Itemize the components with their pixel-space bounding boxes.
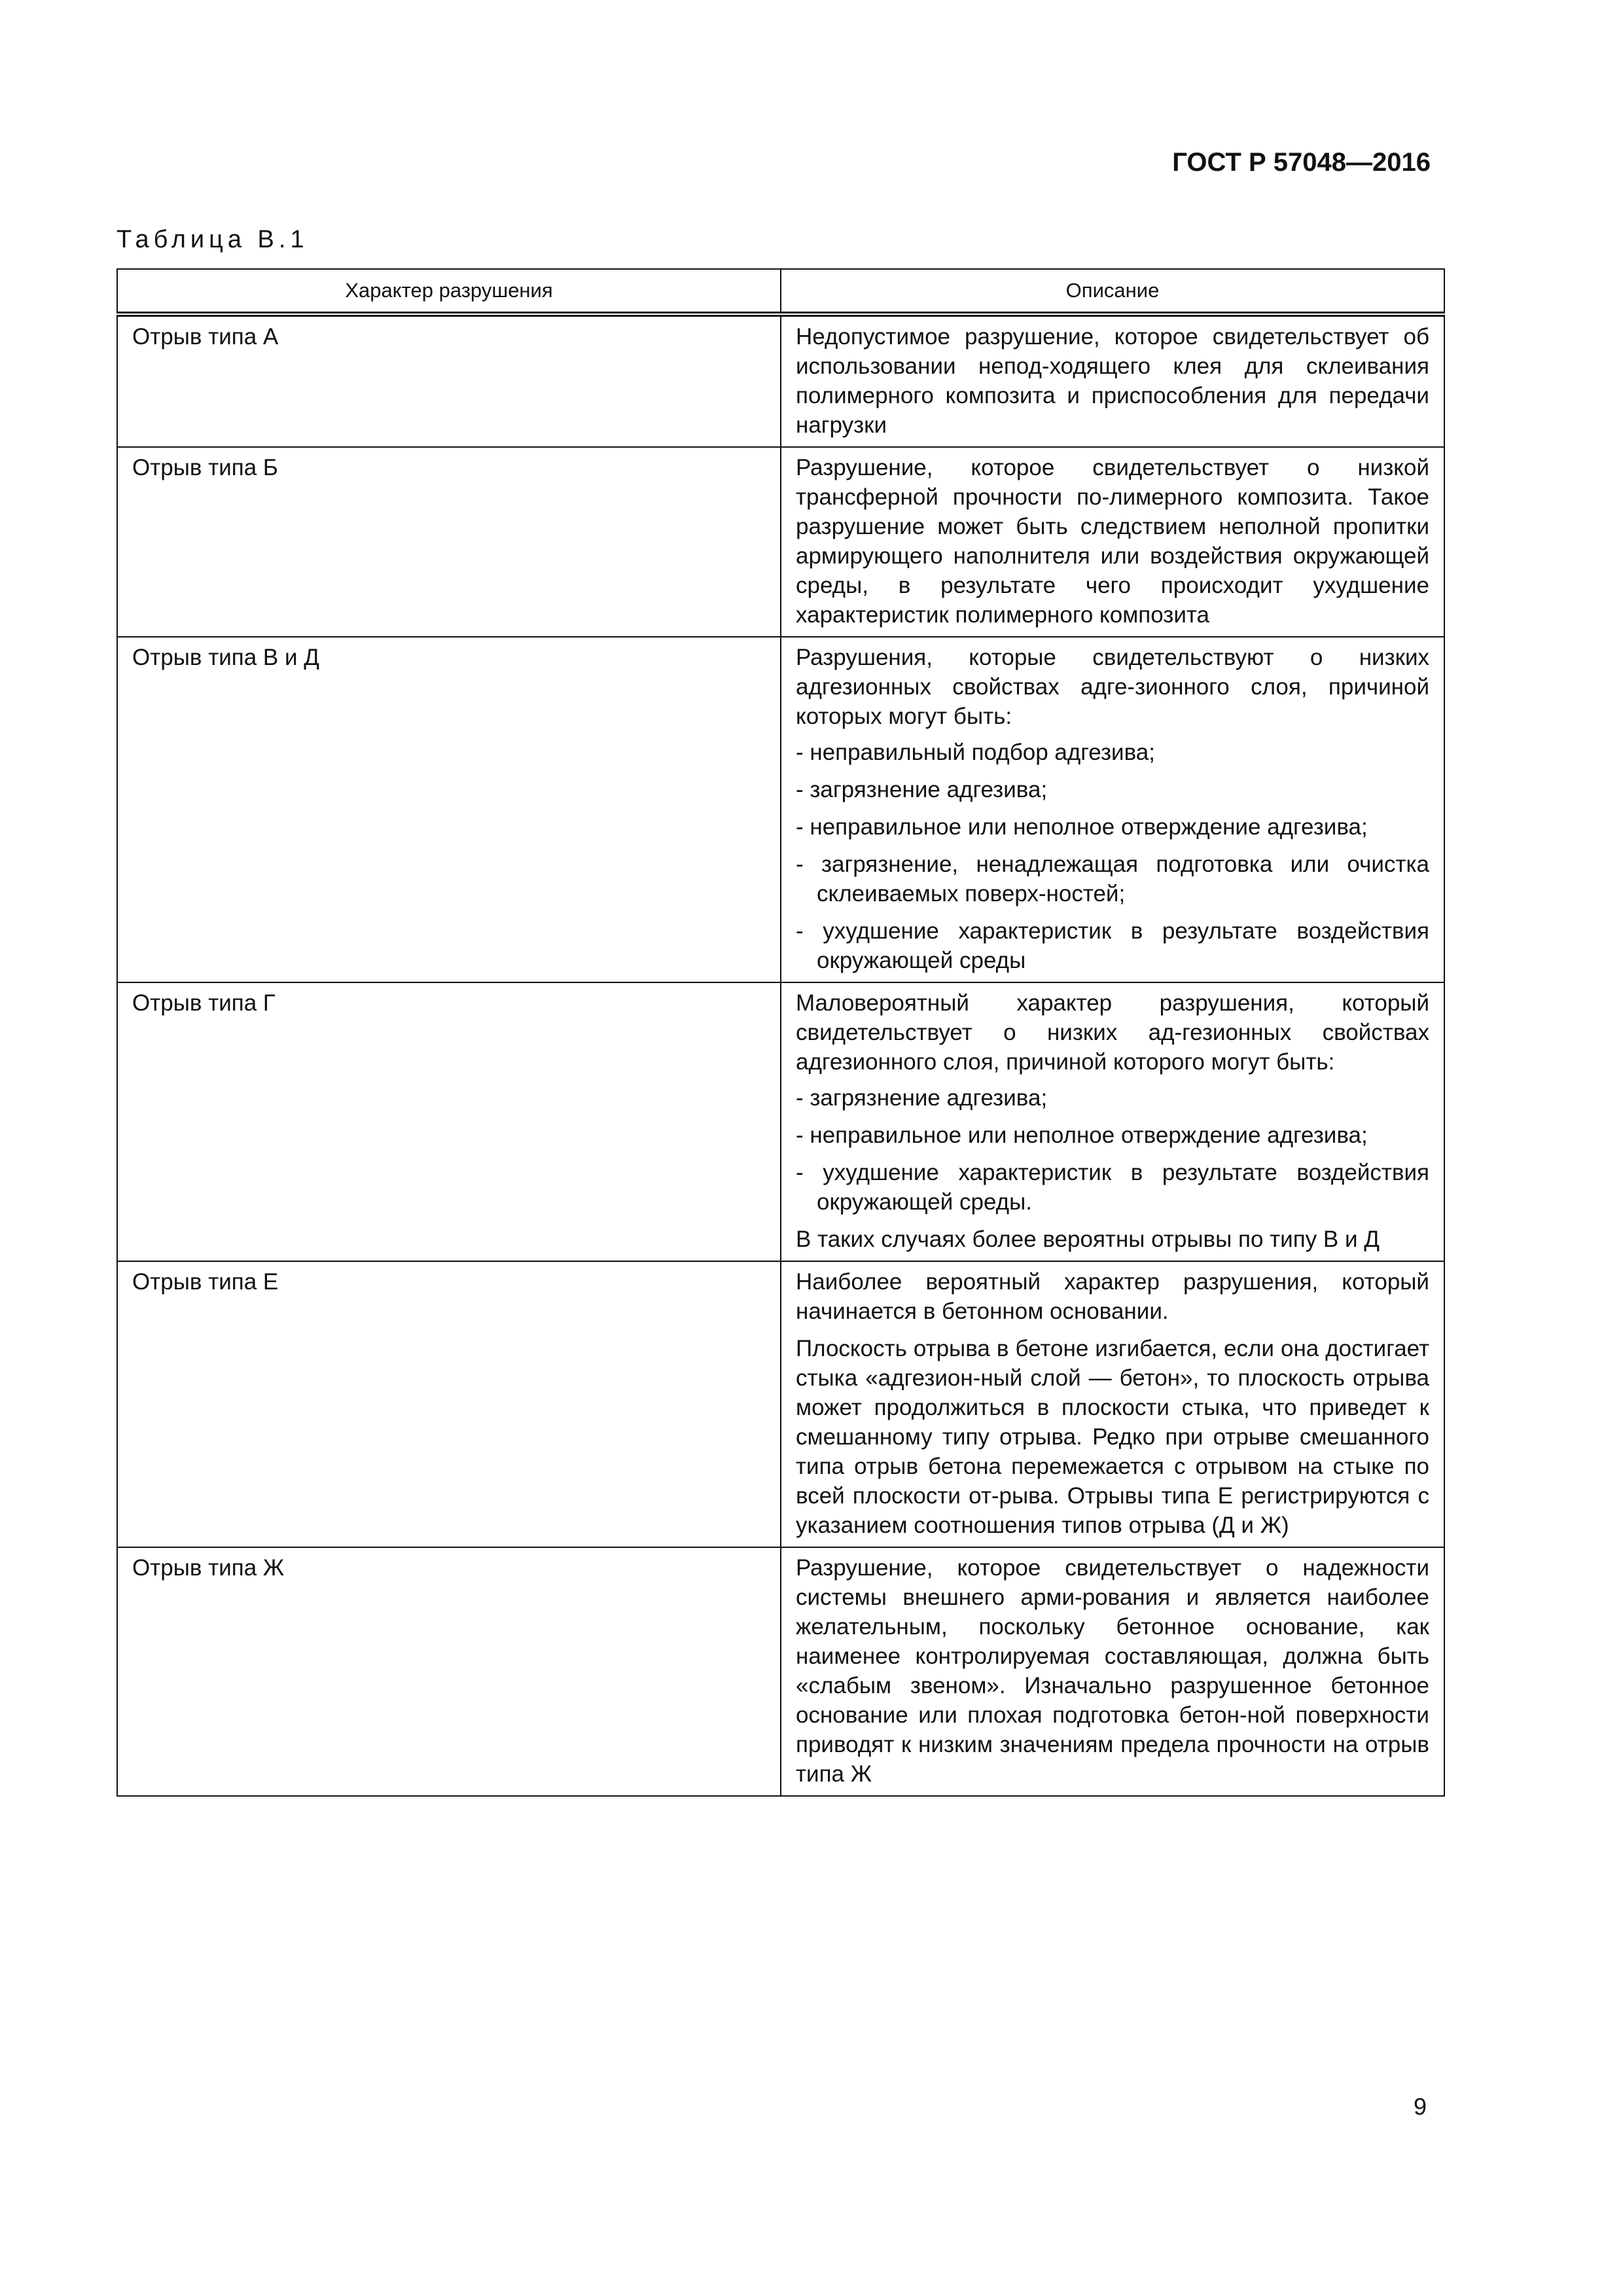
cause-list bbox=[796, 738, 1429, 975]
table-row bbox=[117, 1547, 1444, 1796]
cause-list-item: - загрязнение адгезива; bbox=[796, 777, 1048, 802]
column-header-description: Описание bbox=[781, 269, 1444, 314]
failure-type-cell: Отрыв типа Ж bbox=[117, 1547, 781, 1796]
cause-list-item: - ухудшение характеристик в результате воздействия окружающей среды. bbox=[796, 1160, 1429, 1215]
description-paragraph: Наиболее вероятный характер разрушения, который начинается в бетонном основании. bbox=[796, 1269, 1429, 1324]
table-body bbox=[117, 314, 1444, 1796]
cause-list-item: - неправильное или неполное отверждение адгезива; bbox=[796, 814, 1368, 840]
cause-list-item: - ухудшение характеристик в результате воздействия окружающей среды bbox=[796, 918, 1429, 973]
failure-type-cell: Отрыв типа Б bbox=[117, 447, 781, 637]
description-paragraph: Разрушение, которое свидетельствует о надежности системы внешнего арми-рования и является наиболее желательным, поскольку бетонное основание, как наименее контролируемая составляющая, должна быть «слабым звеном». Изначально разрушенное бетонное основание или плохая подготовка бетон-ной поверхности приводят к низким значениям предела прочности на отрыв типа Ж bbox=[796, 1555, 1429, 1787]
column-header-failure-type: Характер разрушения bbox=[117, 269, 781, 314]
cause-list bbox=[796, 1083, 1429, 1217]
cause-list-item: - загрязнение, ненадлежащая подготовка или очистка склеиваемых поверх-ностей; bbox=[796, 852, 1429, 906]
cause-list-item: - неправильный подбор адгезива; bbox=[796, 740, 1155, 765]
description-cell bbox=[781, 982, 1444, 1261]
description-paragraph: Плоскость отрыва в бетоне изгибается, если она достигает стыка «адгезион-ный слой — бетон», то плоскость отрыва может продолжиться в плоскости стыка, что приведет к смешанному типу отрыва. Редко при отрыве смешанного типа отрыв бетона перемежается с отрывом на стыке по всей плоскости от-рыва. Отрывы типа Е регистрируются с указанием соотношения типов отрыва (Д и Ж) bbox=[796, 1336, 1429, 1538]
description-paragraph: Разрушения, которые свидетельствуют о низких адгезионных свойствах адге-зионного слоя, причиной которых могут быть: bbox=[796, 645, 1429, 729]
table-caption: Таблица В.1 bbox=[116, 226, 309, 253]
description-cell bbox=[781, 447, 1444, 637]
description-note: В таких случаях более вероятны отрывы по типу В и Д bbox=[796, 1227, 1380, 1252]
failure-type-cell: Отрыв типа В и Д bbox=[117, 637, 781, 982]
cause-list-item: - неправильное или неполное отверждение адгезива; bbox=[796, 1122, 1368, 1148]
description-paragraph: Недопустимое разрушение, которое свидетельствует об использовании непод-ходящего клея для склеивания полимерного композита и приспособления для передачи нагрузки bbox=[796, 324, 1429, 438]
failure-type-cell: Отрыв типа Е bbox=[117, 1261, 781, 1547]
description-paragraph: Разрушение, которое свидетельствует о низкой трансферной прочности по-лимерного композита. Такое разрушение может быть следствием неполной пропитки армирующего наполнителя или воздействия окружающей среды, в результате чего происходит ухудшение характеристик полимерного композита bbox=[796, 455, 1429, 628]
description-cell bbox=[781, 1261, 1444, 1547]
description-cell bbox=[781, 314, 1444, 447]
description-paragraph: Маловероятный характер разрушения, который свидетельствует о низких ад-гезионных свойствах адгезионного слоя, причиной которого могут быть: bbox=[796, 990, 1429, 1075]
failure-types-table bbox=[116, 268, 1445, 1797]
description-cell bbox=[781, 637, 1444, 982]
table-row bbox=[117, 314, 1444, 447]
failure-type-cell: Отрыв типа А bbox=[117, 314, 781, 447]
description-cell bbox=[781, 1547, 1444, 1796]
table-header-row bbox=[117, 269, 1444, 314]
table-row bbox=[117, 637, 1444, 982]
cause-list-item: - загрязнение адгезива; bbox=[796, 1085, 1048, 1111]
table-row bbox=[117, 447, 1444, 637]
failure-type-cell: Отрыв типа Г bbox=[117, 982, 781, 1261]
table-row bbox=[117, 1261, 1444, 1547]
table-row bbox=[117, 982, 1444, 1261]
document-code: ГОСТ Р 57048—2016 bbox=[1172, 148, 1431, 177]
page-number: 9 bbox=[1413, 2093, 1427, 2120]
